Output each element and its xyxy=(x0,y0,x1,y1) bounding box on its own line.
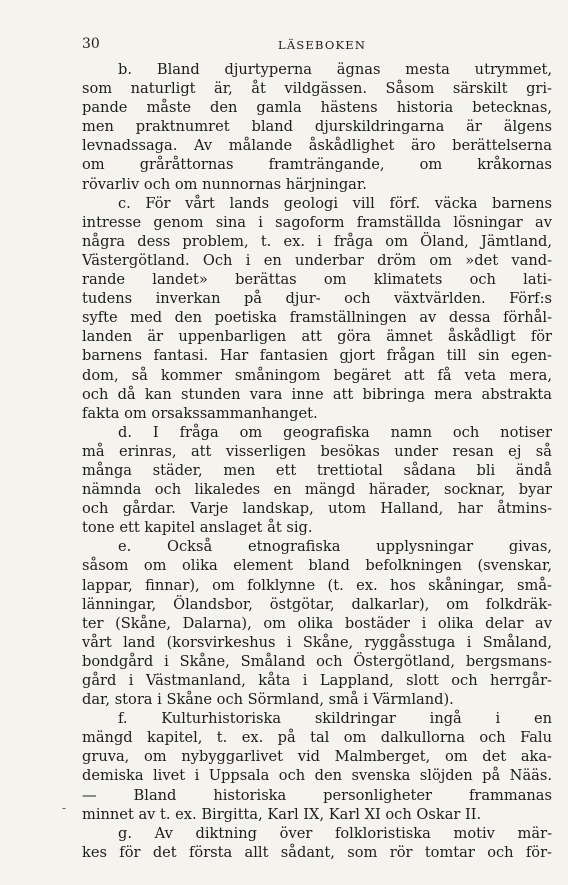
page-number: 30 xyxy=(82,36,100,52)
text-line: några dess problem, t. ex. i fråga om Öland, Jämtland, xyxy=(82,232,552,250)
text-line: tudens inverkan på djur- och växtvärlden. Förf:s xyxy=(82,290,552,308)
text-line: många städer, men ett trettiotal sådana bli ändå xyxy=(82,461,552,479)
text-line: om gråråttornas framträngande, om kråkornas xyxy=(82,156,552,174)
running-head: LÄSEBOKEN xyxy=(278,38,367,52)
text-line: som naturligt är, åt vildgässen. Såsom särskilt gri- xyxy=(82,80,552,98)
text-line: rande landet» berättas om klimatets och lati- xyxy=(82,271,552,289)
text-line: såsom om olika element bland befolkningen (svenskar, xyxy=(82,557,552,575)
text-line: d. I fråga om geografiska namn och notiser xyxy=(118,423,552,441)
page-header xyxy=(82,36,552,56)
body-text xyxy=(82,60,552,862)
text-line: — Bland historiska personligheter frammanas xyxy=(82,786,552,804)
margin-mark: - xyxy=(62,801,67,815)
text-line: nämnda och likaledes en mängd härader, socknar, byar xyxy=(82,481,552,499)
text-line: syfte med den poetiska framställningen av dessa förhål- xyxy=(82,309,552,327)
text-line: c. För vårt lands geologi vill förf. väcka barnens xyxy=(118,194,552,212)
text-line: pande måste den gamla hästens historia betecknas, xyxy=(82,99,552,117)
text-line: e. Också etnografiska upplysningar givas, xyxy=(118,538,552,556)
text-line: lappar, finnar), om folklynne (t. ex. hos skåningar, små- xyxy=(82,576,552,594)
text-line: Västergötland. Och i en underbar dröm om »det vand- xyxy=(82,251,552,269)
text-line: levnadssaga. Av målande åskådlighet äro berättelserna xyxy=(82,137,552,155)
text-line: f. Kulturhistoriska skildringar ingå i en xyxy=(118,710,552,728)
text-line: barnens fantasi. Har fantasien gjort frågan till sin egen- xyxy=(82,347,552,365)
text-line: fakta om orsakssammanhanget. xyxy=(82,404,318,422)
text-line: må erinras, att visserligen besökas under resan ej så xyxy=(82,442,552,460)
text-line: minnet av t. ex. Birgitta, Karl IX, Karl XI och Oskar II. xyxy=(82,805,482,823)
text-line: intresse genom sina i sagoform framställda lösningar av xyxy=(82,213,552,231)
text-line: dom, så kommer småningom begäret att få veta mera, xyxy=(82,366,552,384)
text-line: rövarliv och om nunnornas härjningar. xyxy=(82,175,367,193)
text-line: tone ett kapitel anslaget åt sig. xyxy=(82,519,313,537)
text-line: gruva, om nybyggarlivet vid Malmberget, om det aka- xyxy=(82,748,552,766)
text-line: bondgård i Skåne, Småland och Östergötland, bergsmans- xyxy=(82,652,552,670)
text-line: kes för det första allt sådant, som rör tomtar och för- xyxy=(82,843,552,861)
text-line: g. Av diktning över folkloristiska motiv mär- xyxy=(118,824,552,842)
text-line: vårt land (korsvirkeshus i Skåne, ryggåsstuga i Småland, xyxy=(82,633,552,651)
text-line: gård i Västmanland, kåta i Lappland, slott och herrgår- xyxy=(82,672,552,689)
text-line: ter (Skåne, Dalarna), om olika bostäder i olika delar av xyxy=(82,614,552,632)
text-line: demiska livet i Uppsala och den svenska slöjden på Nääs. xyxy=(82,767,552,785)
text-line: mängd kapitel, t. ex. på tal om dalkullorna och Falu xyxy=(82,729,552,747)
text-line: men praktnumret bland djurskildringarna är älgens xyxy=(82,118,552,136)
text-line: b. Bland djurtyperna ägnas mesta utrymmet, xyxy=(118,61,552,78)
text-line: dar, stora i Skåne och Sörmland, små i Värmland). xyxy=(82,691,454,709)
text-line: och gårdar. Varje landskap, utom Halland, har åtmins- xyxy=(82,500,552,518)
text-line: länningar, Ölandsbor, östgötar, dalkarlar), om folkdräk- xyxy=(82,595,552,613)
text-line: och då kan stunden vara inne att bibringa mera abstrakta xyxy=(82,385,552,403)
text-line: landen är uppenbarligen att göra ämnet åskådligt för xyxy=(82,328,552,346)
